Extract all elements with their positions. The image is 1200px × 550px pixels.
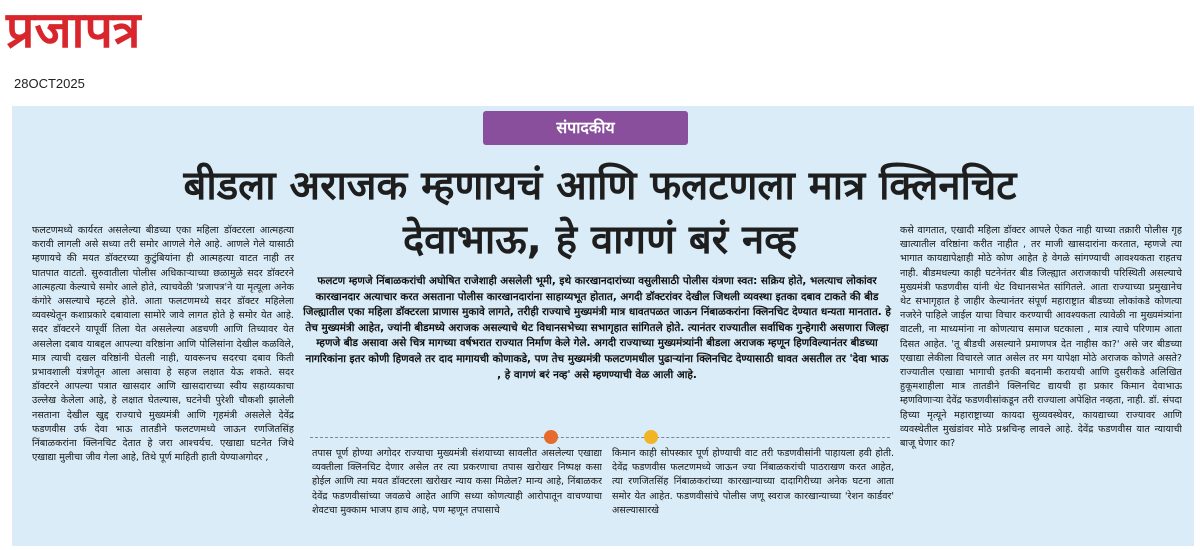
masthead (0, 0, 1200, 100)
headline-line-1: बीडला अराजक म्हणायचं आणि फलटणला मात्र क्लिनचिट (183, 163, 1017, 209)
article-lede: फलटण म्हणजे निंबाळकरांची अघोषित राजेशाही असलेली भूमी, इथे कारखानदारांच्या वसुलीसाठी पोलीस यंत्रणा स्वत: सक्रिय होते, भलत्याच लोकांवर कारखानदार अत्याचार करत असताना पोलीस कारखानदारांना साहाय्यभूत होतात, अगदी डॉक्टरांवर देखील जिथली व्यवस्था इतका दबाव टाकते की बीड जिल्ह्यातील एका महिला डॉक्टरला प्राणास मुकावे लागते, तरीही राज्याचे मुख्यमंत्री मात्र धावतपळत जाऊन निंबाळकरांना क्लिनचिट देण्यात धन्यता मानतात. हे तेच मुख्यमंत्री आहेत, ज्यांनी बीडमध्ये अराजक असल्याचे थेट विधानसभेच्या सभागृहात सांगितले होते. त्यानंतर राज्यातील सर्वाधिक गुन्हेगारी असणारा जिल्हा म्हणजे बीड असावा असे चित्र मागच्या वर्षभरात राज्यात निर्माण केले गेले. अगदी राज्याच्या मुख्यमंत्र्यांनी बीडला अराजक म्हणून हिणविल्यानंतर बीडच्या नागरिकांना इतर कोणी हिणवले तर दाद मागायची कोणाकडे, पण तेच मुख्यमंत्री फलटणमधील पुढाऱ्यांना क्लिनचिट देण्यासाठी धावत असतील तर 'देवा भाऊ , हे वागणं बरं नव्ह' असे म्हणण्याची वेळ आली आहे. (303, 275, 891, 381)
category-label: संपादकीय (483, 111, 688, 145)
newspaper-logo: प्रजापत्र (6, 1, 141, 59)
headline-line-2: देवाभाऊ, हे वागणं बरं नव्ह (402, 217, 798, 263)
edition-date: 28OCT2025 (14, 76, 85, 91)
decorative-dot-icon (644, 430, 658, 444)
article-column-middle-1: तपास पूर्ण होण्या अगोदर राज्याचा मुख्यमंत्री संशयाच्या सावलीत असलेल्या एखाद्या व्यक्तीला क्लिनचिट देणार असेल तर त्या प्रकरणाचा तपास खरोखर निष्पक्ष कसा होईल आणि त्या मयत डॉक्टरला खरोखर न्याय कसा मिळेल? मान्य आहे, निंबाळकर देवेंद्र फडणवीसांच्या जवळचे आहेत आणि सध्या कोणत्याही आरोपातून वाचण्याचा शेवटचा मुक्काम भाजप हाच आहे, पण म्हणून तपासाचे (312, 448, 602, 516)
article-column-middle-2: किमान काही सोपस्कार पूर्ण होण्याची वाट तरी फडणवीसांनी पाहायला हवी होती. देवेंद्र फडणवीस फलटणमध्ये जाऊन ज्या निंबाळकरांची पाठराखण करत आहेत, त्या रणजितसिंह निंबाळकरांच्या कारखान्याच्या दादागिरीच्या अनेक घटना आता समोर येत आहेत. फडणवीसांचे पोलीस जणू स्वराज कारखान्याच्या 'रेशन कार्डवर' असल्यासारखे (612, 448, 894, 516)
section-divider (310, 431, 890, 443)
decorative-dot-icon (544, 430, 558, 444)
article-column-right: कसे वागतात, एखादी महिला डॉक्टर आपले ऐकत नाही याच्या तक्रारी पोलीस गृह खात्यातील वरिष्ठांना करीत नाहीत , तर माजी खासदारांना करतात, म्हणजे त्या भागात कायद्यापेक्षाही मोठे कोण आहेत हे वेगळे सांगण्याची आवश्यकता राहतच नाही. बीडमधल्या काही घटनेनंतर बीड जिल्ह्यात अराजकाची परिस्थिती असल्याचे मुख्यमंत्री फडणवीस यांनी थेट विधानसभेत सांगितले. आता राज्याच्या प्रमुखानेच थेट सभागृहात हे जाहीर केल्यानंतर संपूर्ण महाराष्ट्रात बीडच्या लोकांकडे कोणत्या नजरेने पाहिले जाईल याचा विचार करण्याची आवश्यकता त्यावेळी ना मुख्यमंत्र्यांना वाटली, ना माध्यमांना ना कोणत्याच समाज घटकाला , मात्र त्याचे परिणाम आता दिसत आहेत. 'तू बीडची असल्याने प्रमाणपत्र देत नाहीस का?' असे जर बीडच्या एखाद्या लेकीला विचारले जात असेल तर मग यापेक्षा मोठे अराजक कोणते असते? राज्यातील एखाद्या भागाची इतकी बदनामी करायची आणि दुसरीकडे अलिखित हुकूमशाहीला मात्र तातडीने क्लिनचिट द्यायची हा प्रकार किमान देवाभाऊ म्हणविणाऱ्या देवेंद्र फडणवीसांकडून तरी राज्याला अपेक्षित नव्हता, नाही. डॉ. संपदा हिच्या मृत्यूने महाराष्ट्राच्या कायदा सुव्यवस्थेवर, कायद्याच्या राज्यावर आणि व्यवस्थेतील मुखंडांवर मोठे प्रश्नचिन्ह लावले आहे. देवेंद्र फडणवीस यात न्यायाची बाजू घेणार का? (900, 225, 1182, 450)
divider-line (310, 437, 890, 438)
article-column-left: फलटणमध्ये कार्यरत असलेल्या बीडच्या एका महिला डॉक्टरला आत्महत्या करावी लागली असे सध्या तरी समोर आणले गेले आहे. आणले गेले यासाठी म्हणायचे की मयत डॉक्टरच्या कुटुंबियांना ही आत्महत्या वाटत नाही तर घातपात वाटतो. सुरुवातीला पोलीस अधिकाऱ्याच्या छळामुळे सदर डॉक्टरने आत्महत्या केल्याचे समोर आले होते, त्याचवेळी 'प्रजापत्र'ने या मृत्यूला अनेक कंगोरे असल्याचे म्हटले होते. आता फलटणमध्ये सदर डॉक्टर महिलेला व्यवस्थेतून कशाप्रकारे दबावाला सामोरे जावे लागत होते हे समोर येत आहे. सदर डॉक्टरने यापूर्वी तिला येत असलेल्या अडचणी आणि तिच्यावर येत असलेला दबाव याबद्दल आपल्या वरिष्ठांना आणि पोलिसांना देखील कळविले, मात्र त्याची दखल वरिष्ठांनी घेतली नाही, यावरूनच सदरचा दबाव किती प्रभावशाली यंत्रणेतून आला असावा हे सहज लक्षात येऊ शकते. सदर डॉक्टरने आपल्या पत्रात खासदार आणि खासदाराच्या स्वीय सहाय्यकाचा उल्लेख केलेला आहे, हे लक्षात घेतल्यास, घटनेची पुरेशी चौकशी झालेली नसताना देखील खुद्द राज्याचे मुख्यमंत्री आणि गृहमंत्री असलेले देवेंद्र फडणवीस उर्फ देवा भाऊ तातडीने फलटणमध्ये जाऊन रणजितसिंह निंबाळकरांना क्लिनचिट देतात हे जरा आश्चर्यच. एखाद्या घटनेत जिथे एखाद्या मुलीचा जीव गेला आहे, तिथे पूर्ण माहिती हाती येण्याअगोदर , (32, 225, 294, 464)
